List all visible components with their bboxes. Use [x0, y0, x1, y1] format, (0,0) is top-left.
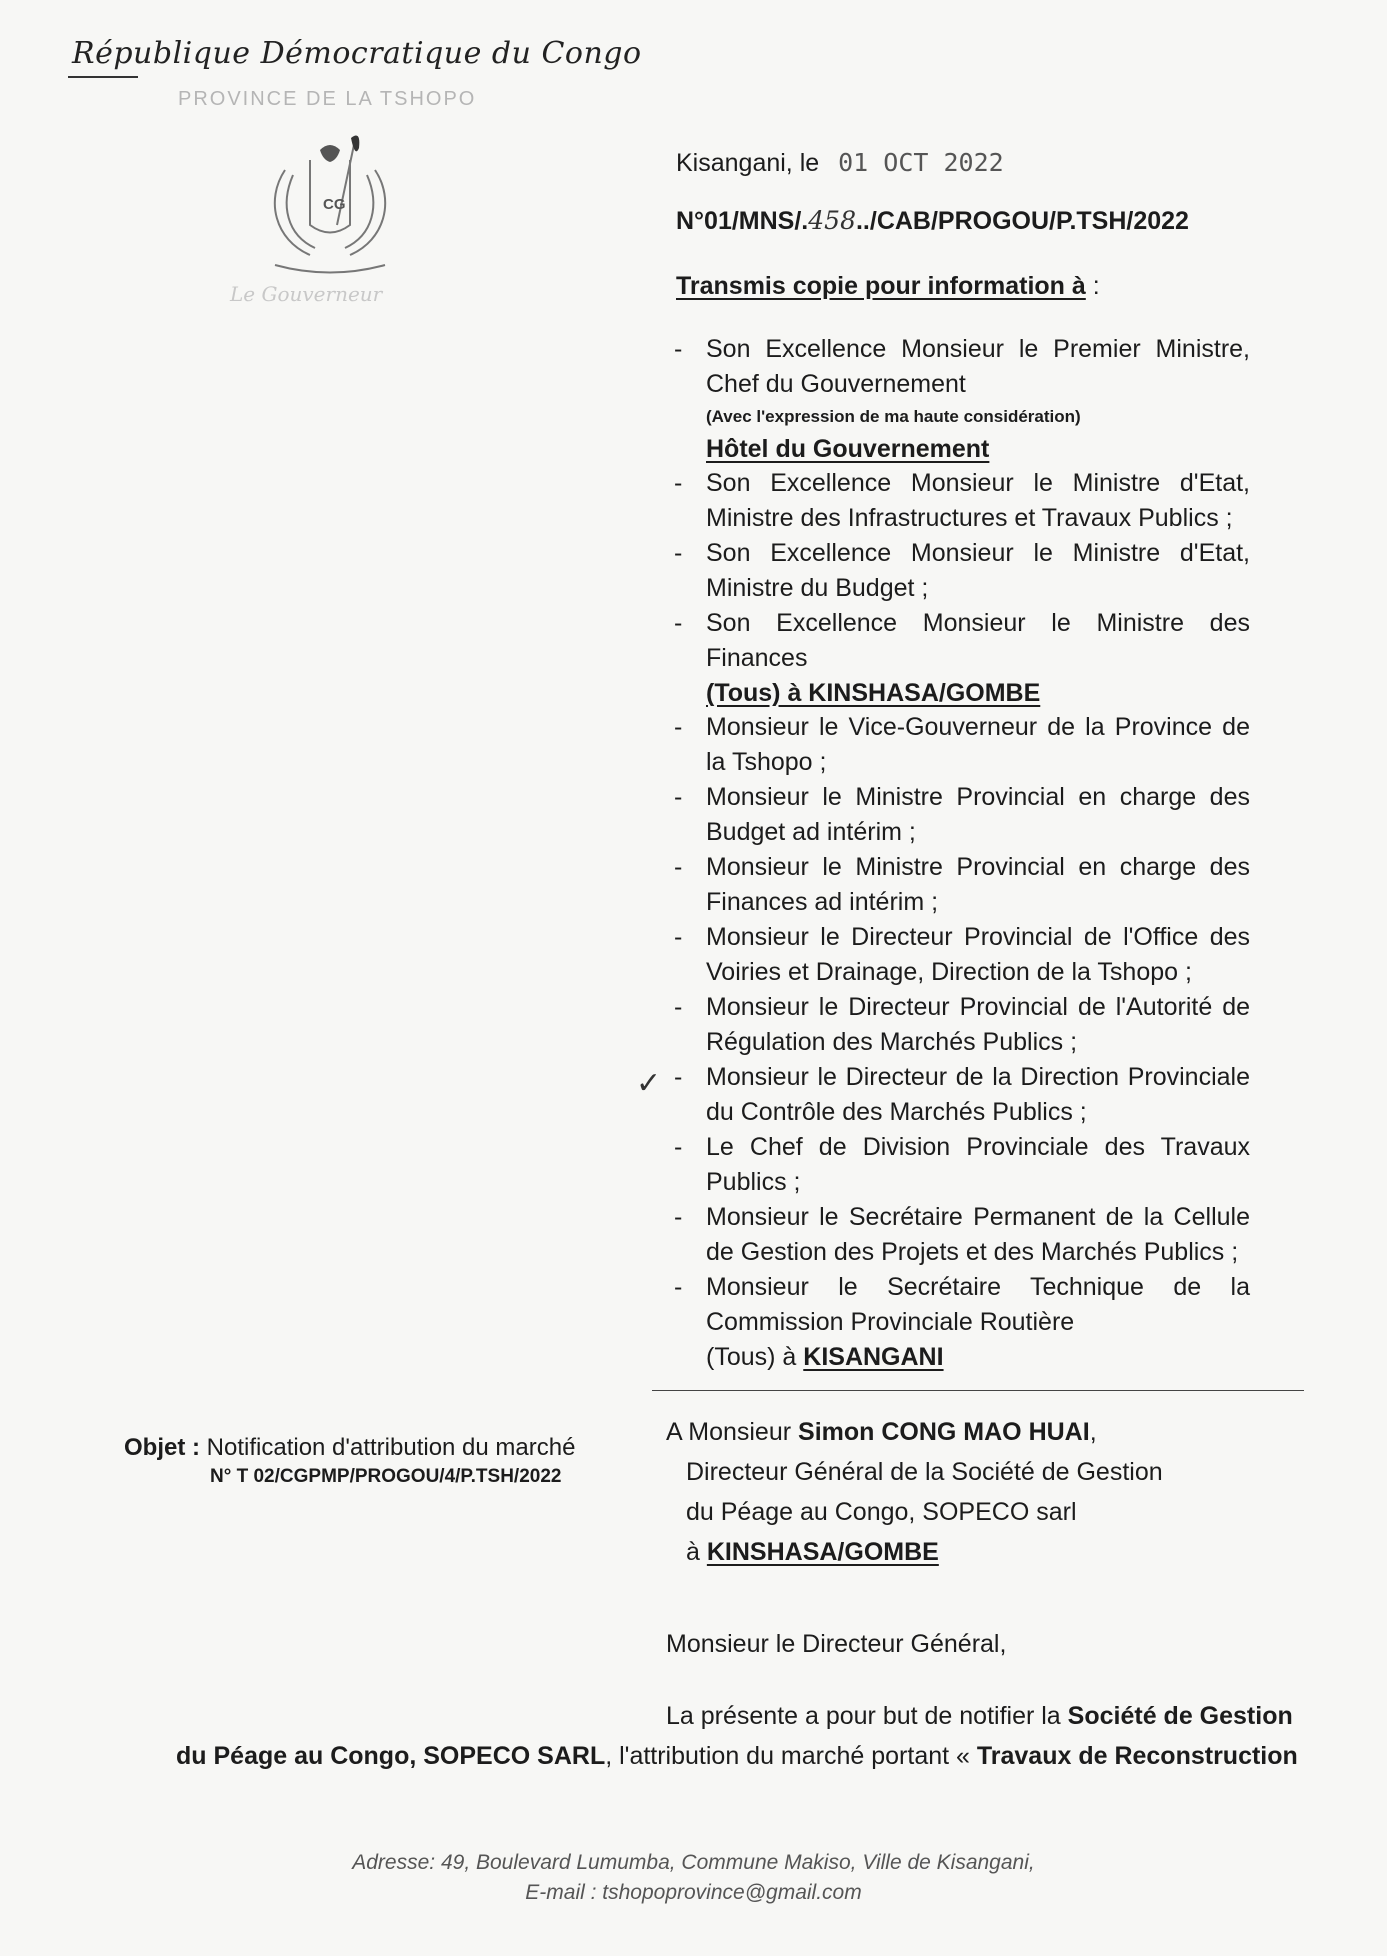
- list-dash: -: [674, 923, 683, 951]
- subject-text: Notification d'attribution du marché: [200, 1434, 576, 1461]
- body-paragraph: [176, 1696, 1306, 1776]
- addressee-city: KINSHASA/GOMBE: [706, 1538, 939, 1566]
- recipient-item: [670, 332, 1250, 402]
- recipient-text: Monsieur le Ministre Provincial en charge des Finances ad intérim ;: [706, 853, 1250, 916]
- recipient-note: (Avec l'expression de ma haute considération): [706, 407, 1081, 426]
- group-prefix: (Tous) à: [706, 1343, 804, 1371]
- list-dash: -: [674, 1203, 683, 1231]
- list-dash: -: [674, 713, 683, 741]
- governor-signature: Le Gouverneur: [230, 282, 383, 306]
- salutation: Monsieur le Directeur Général,: [666, 1630, 1007, 1658]
- list-dash: -: [674, 1133, 683, 1161]
- recipient-text: Monsieur le Secrétaire Technique de la Commission Provinciale Routière: [706, 1273, 1250, 1336]
- footer: [0, 1848, 1387, 1908]
- date-stamp: 01 OCT 2022: [838, 148, 1004, 177]
- list-dash: -: [674, 993, 683, 1021]
- recipient-text: Monsieur le Directeur Provincial de l'Autorité de Régulation des Marchés Publics ;: [706, 993, 1250, 1056]
- addressee-line: [666, 1412, 1163, 1452]
- handwritten-check-mark: ✓: [636, 1067, 662, 1100]
- recipient-item: [670, 710, 1250, 780]
- reference-number: [676, 206, 1189, 236]
- recipient-text: Monsieur le Directeur Provincial de l'Office des Voiries et Drainage, Direction de la Tshopo ;: [706, 923, 1250, 986]
- subject-reference: N° T 02/CGPMP/PROGOU/4/P.TSH/2022: [210, 1466, 562, 1487]
- republic-flourish: [68, 76, 138, 78]
- recipient-item: [670, 1060, 1250, 1130]
- recipient-text: Son Excellence Monsieur le Premier Ministre, Chef du Gouvernement: [706, 335, 1250, 398]
- ref-prefix: N°01/MNS/.: [676, 207, 809, 235]
- republic-title: République Démocratique du Congo: [72, 36, 642, 71]
- recipient-text: Monsieur le Vice-Gouverneur de la Province de la Tshopo ;: [706, 713, 1250, 776]
- addressee-title: Directeur Général de la Société de Gestion: [686, 1458, 1163, 1486]
- body-bold-text: Travaux de Reconstruction: [976, 1742, 1298, 1770]
- list-dash: -: [674, 1273, 683, 1301]
- recipient-item: [670, 466, 1250, 536]
- list-dash: -: [674, 469, 683, 497]
- recipient-text: Monsieur le Secrétaire Permanent de la Cellule de Gestion des Projets et des Marchés Publics ;: [706, 1203, 1250, 1266]
- footer-email: E-mail : tshopoprovince@gmail.com: [525, 1881, 862, 1904]
- recipient-text: Son Excellence Monsieur le Ministre d'Etat, Ministre des Infrastructures et Travaux Publics ;: [706, 469, 1250, 532]
- recipient-item: [670, 780, 1250, 850]
- province-name: PROVINCE DE LA TSHOPO: [178, 88, 477, 110]
- group-destination: (Tous) à KINSHASA/GOMBE: [706, 679, 1041, 707]
- body-bold-text: du Péage au Congo, SOPECO SARL: [176, 1742, 606, 1770]
- list-dash: -: [674, 539, 683, 567]
- recipient-item: [670, 606, 1250, 676]
- addressee-comma: ,: [1089, 1418, 1097, 1446]
- transmis-heading: [676, 272, 1100, 301]
- body-text: , l'attribution du marché portant «: [605, 1742, 977, 1770]
- recipient-item: [670, 850, 1250, 920]
- emblem-initials: CG: [323, 196, 346, 213]
- recipient-text: Le Chef de Division Provinciale des Travaux Publics ;: [706, 1133, 1250, 1196]
- transmis-colon: :: [1085, 272, 1100, 300]
- group-city: KISANGANI: [803, 1343, 944, 1371]
- recipient-item: [670, 1270, 1250, 1340]
- recipient-item: [670, 536, 1250, 606]
- subject-label: Objet :: [124, 1434, 200, 1461]
- list-dash: -: [674, 609, 683, 637]
- body-text: La présente a pour but de notifier la: [666, 1702, 1068, 1730]
- recipient-item: [670, 990, 1250, 1060]
- addressee-company: du Péage au Congo, SOPECO sarl: [686, 1498, 1077, 1526]
- list-dash: -: [674, 1063, 683, 1091]
- date-prefix: Kisangani, le: [676, 149, 820, 177]
- recipient-item: [670, 1130, 1250, 1200]
- addressee-block: [666, 1412, 1163, 1572]
- recipient-text: Monsieur le Ministre Provincial en charge des Budget ad intérim ;: [706, 783, 1250, 846]
- body-first-line: [176, 1696, 1306, 1736]
- recipient-text: Son Excellence Monsieur le Ministre d'Etat, Ministre du Budget ;: [706, 539, 1250, 602]
- recipient-destination: Hôtel du Gouvernement: [706, 435, 990, 463]
- separator-line: [652, 1390, 1304, 1391]
- footer-address: Adresse: 49, Boulevard Lumumba, Commune Makiso, Ville de Kisangani,: [352, 1851, 1035, 1874]
- recipient-item: [670, 1200, 1250, 1270]
- list-dash: -: [674, 783, 683, 811]
- recipients-list: [670, 332, 1250, 1374]
- group-destination: [670, 1340, 1250, 1374]
- ref-suffix: ../CAB/PROGOU/P.TSH/2022: [855, 207, 1189, 235]
- body-bold-text: Société de Gestion: [1067, 1702, 1293, 1730]
- ref-handwritten-number: 458: [808, 206, 856, 235]
- addressee-name: Simon CONG MAO HUAI: [798, 1418, 1090, 1446]
- list-dash: -: [674, 853, 683, 881]
- date-line: [676, 148, 1004, 178]
- addressee-city-prefix: à: [686, 1538, 707, 1566]
- recipient-text: Monsieur le Directeur de la Direction Provinciale du Contrôle des Marchés Publics ;: [706, 1063, 1250, 1126]
- addressee-prefix: A Monsieur: [666, 1418, 799, 1446]
- addressee-city-line: [666, 1532, 1163, 1572]
- recipient-text: Son Excellence Monsieur le Ministre des Finances: [706, 609, 1250, 672]
- transmis-label: Transmis copie pour information à: [676, 272, 1086, 300]
- recipient-item: [670, 920, 1250, 990]
- subject-line: [124, 1434, 575, 1462]
- list-dash: -: [674, 335, 683, 363]
